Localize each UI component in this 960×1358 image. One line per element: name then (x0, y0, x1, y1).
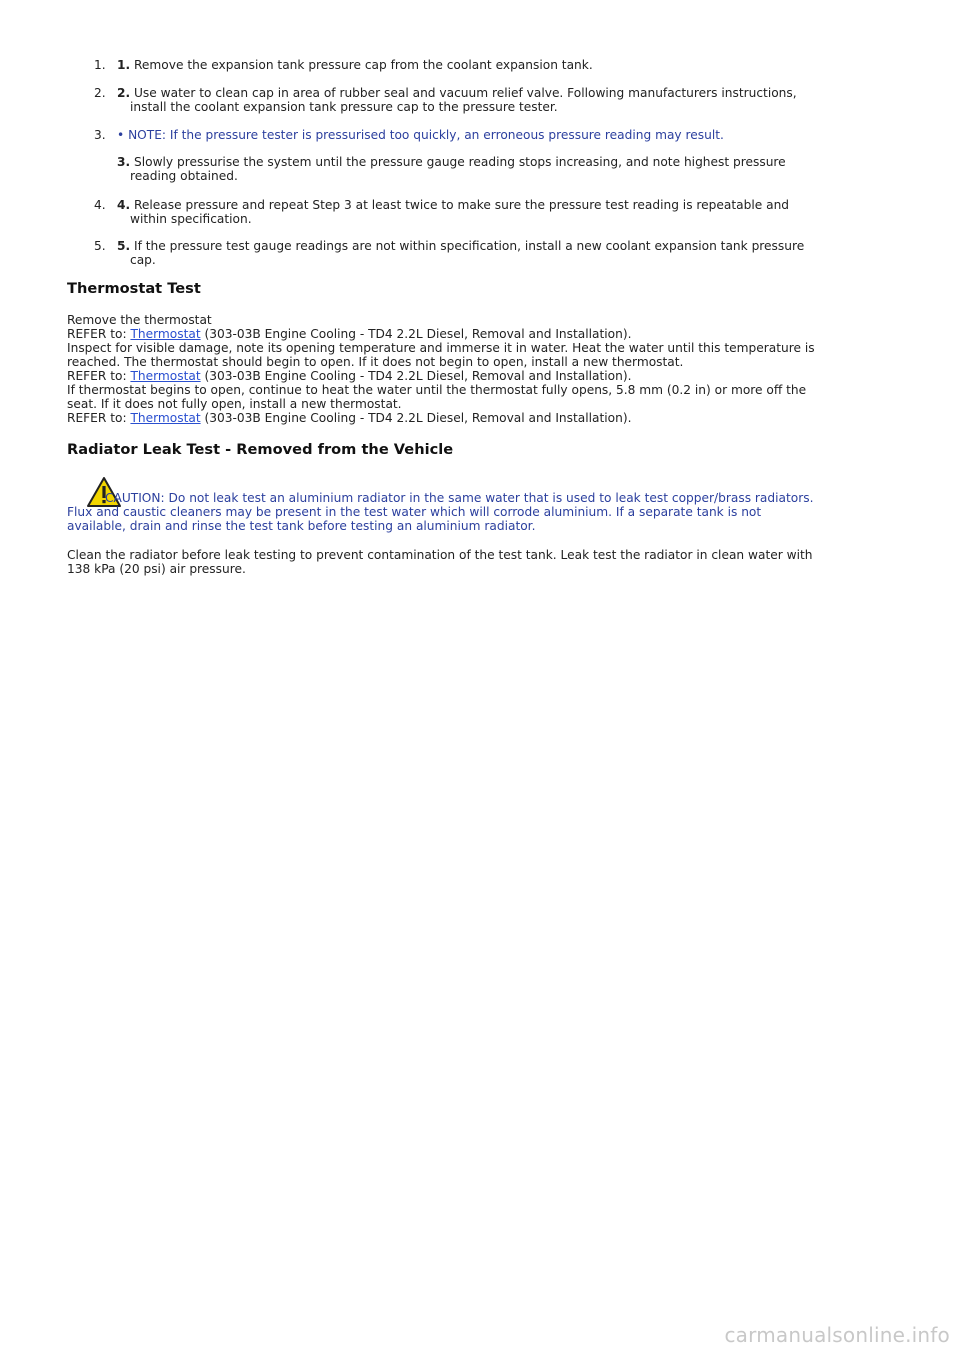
step-text: Use water to clean cap in area of rubber seal and vacuum relief valve. Following manufacturers instructions, (134, 86, 797, 100)
paragraph-line: Remove the thermostat (67, 313, 212, 327)
step-text: install the coolant expansion tank pressure cap to the pressure tester. (130, 100, 558, 114)
thermostat-link[interactable]: Thermostat (130, 327, 201, 341)
refer-suffix: (303-03B Engine Cooling - TD4 2.2L Diesel, Removal and Installation). (200, 327, 632, 341)
note-text: • NOTE: If the pressure tester is pressurised too quickly, an erroneous pressure reading may result. (117, 128, 724, 142)
step-text: Remove the expansion tank pressure cap from the coolant expansion tank. (134, 58, 593, 72)
step-label: 1. (117, 58, 131, 72)
step-body (117, 239, 897, 267)
caution-line: available, drain and rinse the test tank before testing an aluminium radiator. (67, 519, 536, 533)
step-body (117, 58, 897, 72)
caution-line: Flux and caustic cleaners may be present in the test water which will corrode aluminium. If a separate tank is not (67, 505, 762, 519)
refer-prefix: REFER to: (67, 411, 131, 425)
caution-block (67, 491, 897, 533)
thermostat-link[interactable]: Thermostat (130, 369, 201, 383)
caution-line: CAUTION: Do not leak test an aluminium radiator in the same water that is used to leak test copper/brass radiators. (105, 491, 814, 505)
thermostat-link[interactable]: Thermostat (130, 411, 201, 425)
radiator-instructions (67, 548, 897, 576)
paragraph-line: Clean the radiator before leak testing to prevent contamination of the test tank. Leak test the radiator in clean water with (67, 548, 813, 562)
step-label: 3. (117, 155, 131, 169)
step-number: 2. (94, 86, 106, 100)
step-body (117, 198, 897, 226)
paragraph-line: seat. If it does not fully open, install a new thermostat. (67, 397, 402, 411)
paragraph-line: If thermostat begins to open, continue to heat the water until the thermostat fully opens, 5.8 mm (0.2 in) or more off the (67, 383, 807, 397)
step-text: cap. (130, 253, 156, 267)
refer-suffix: (303-03B Engine Cooling - TD4 2.2L Diesel, Removal and Installation). (200, 411, 632, 425)
thermostat-instructions (67, 313, 897, 425)
step-number: 5. (94, 239, 106, 253)
step-label: 4. (117, 198, 131, 212)
step-text: Release pressure and repeat Step 3 at least twice to make sure the pressure test reading is repeatable and (134, 198, 790, 212)
refer-line (67, 369, 897, 383)
paragraph-line: Inspect for visible damage, note its opening temperature and immerse it in water. Heat the water until this temperature is (67, 341, 815, 355)
refer-suffix: (303-03B Engine Cooling - TD4 2.2L Diesel, Removal and Installation). (200, 369, 632, 383)
step-text: reading obtained. (130, 169, 238, 183)
watermark-footer: carmanualsonline.info (724, 1323, 950, 1347)
paragraph-line: reached. The thermostat should begin to open. If it does not begin to open, install a new thermostat. (67, 355, 684, 369)
refer-line (67, 411, 897, 425)
section-heading-thermostat: Thermostat Test (67, 280, 201, 297)
step-text: within specification. (130, 212, 252, 226)
refer-line (67, 327, 897, 341)
step-number: 3. (94, 128, 106, 142)
refer-prefix: REFER to: (67, 369, 131, 383)
step-label: 2. (117, 86, 131, 100)
step-body (117, 86, 897, 114)
section-heading-radiator: Radiator Leak Test - Removed from the Vehicle (67, 441, 454, 458)
paragraph-line: 138 kPa (20 psi) air pressure. (67, 562, 246, 576)
step-number: 1. (94, 58, 106, 72)
step-number: 4. (94, 198, 106, 212)
step-label: 5. (117, 239, 131, 253)
step-body (117, 128, 897, 183)
refer-prefix: REFER to: (67, 327, 131, 341)
step-text: Slowly pressurise the system until the pressure gauge reading stops increasing, and note highest pressure (134, 155, 786, 169)
step-text: If the pressure test gauge readings are not within specification, install a new coolant expansion tank pressure (134, 239, 805, 253)
